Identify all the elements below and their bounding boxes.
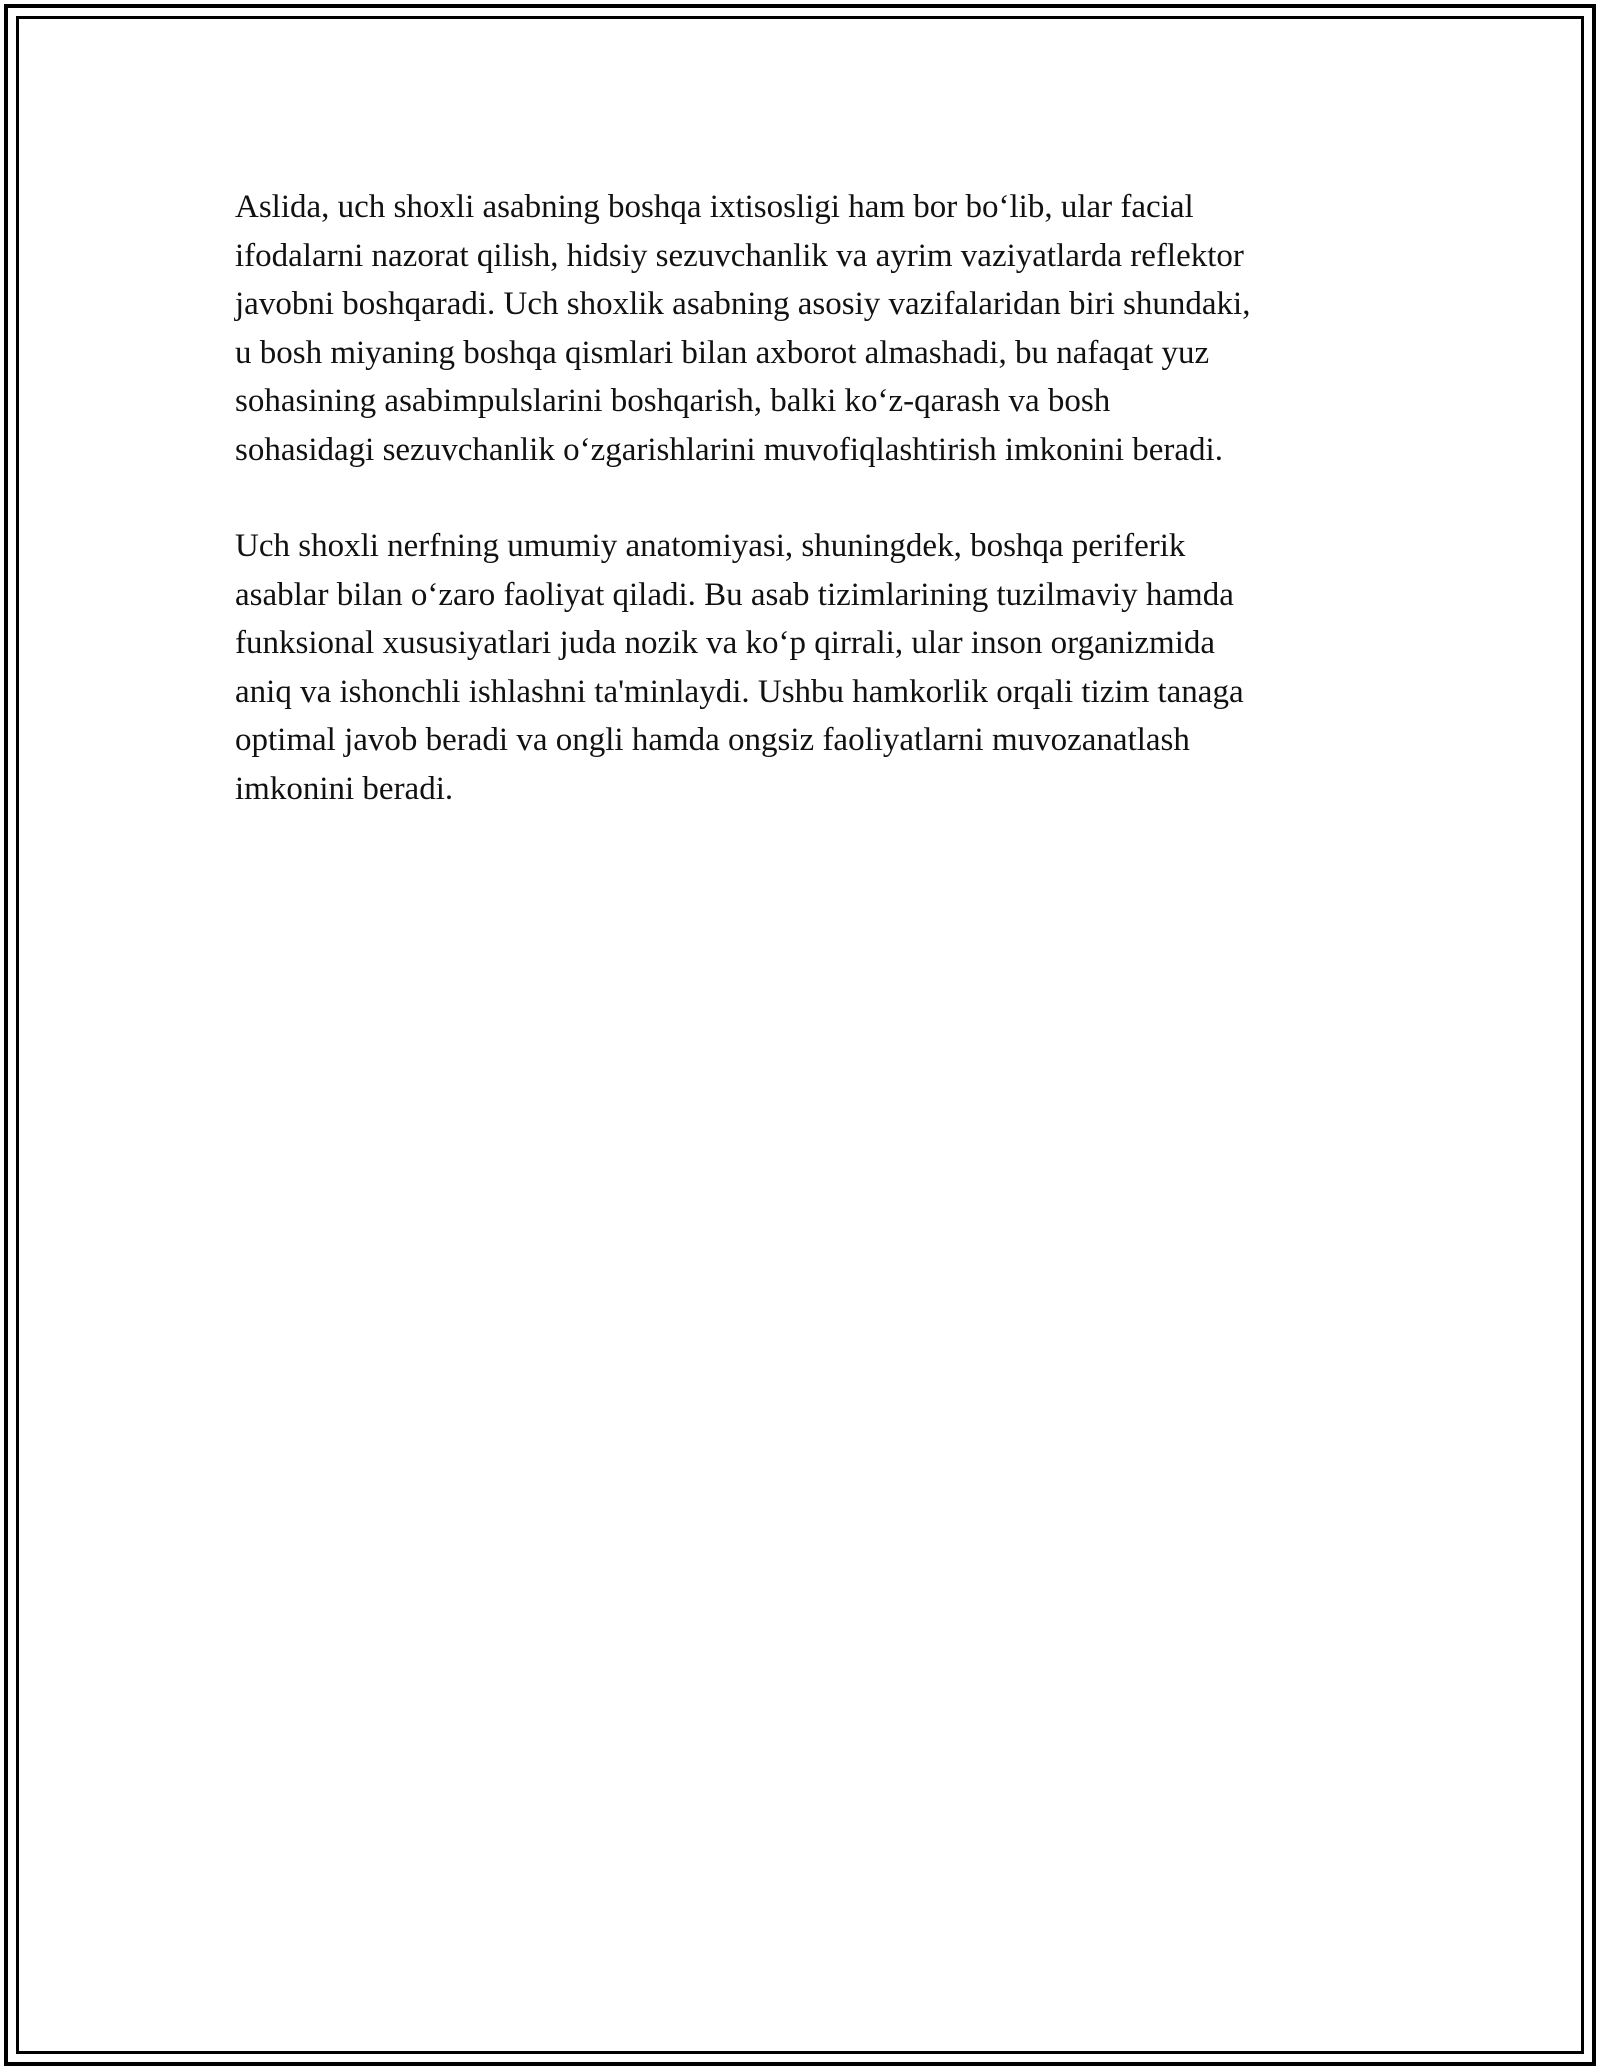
paragraph-line: u bosh miyaning boshqa qismlari bilan axborot almashadi, bu nafaqat yuz [235,334,1210,371]
paragraph-1 [235,183,1375,474]
paragraph-line: imkonini beradi. [235,770,454,807]
paragraph-line: ifodalarni nazorat qilish, hidsiy sezuvchanlik va ayrim vaziyatlarda reflektor [235,237,1244,274]
paragraph-line: javobni boshqaradi. Uch shoxlik asabning asosiy vazifalaridan biri shundaki, [235,286,1251,322]
document-body [235,183,1375,861]
paragraph-line: aniq va ishonchli ishlashni ta'minlaydi. Ushbu hamkorlik orqali tizim tanaga [235,673,1244,710]
paragraph-line: optimal javob beradi va ongli hamda ongsiz faoliyatlarni muvozanatlash [235,722,1190,758]
paragraph-line: asablar bilan o‘zaro faoliyat qiladi. Bu asab tizimlarining tuzilmaviy hamda [235,576,1234,613]
paragraph-line: sohasidagi sezuvchanlik o‘zgarishlarini muvofiqlashtirish imkonini beradi. [235,431,1223,468]
paragraph-line: funksional xususiyatlari juda nozik va ko‘p qirrali, ular inson organizmida [235,625,1216,661]
paragraph-line: Uch shoxli nerfning umumiy anatomiyasi, shuningdek, boshqa periferik [235,528,1186,564]
paragraph-line: sohasining asabimpulslarini boshqarish, balki ko‘z-qarash va bosh [235,383,1111,419]
paragraph-line: Aslida, uch shoxli asabning boshqa ixtisosligi ham bor bo‘lib, ular facial [235,189,1194,225]
paragraph-2 [235,522,1375,813]
